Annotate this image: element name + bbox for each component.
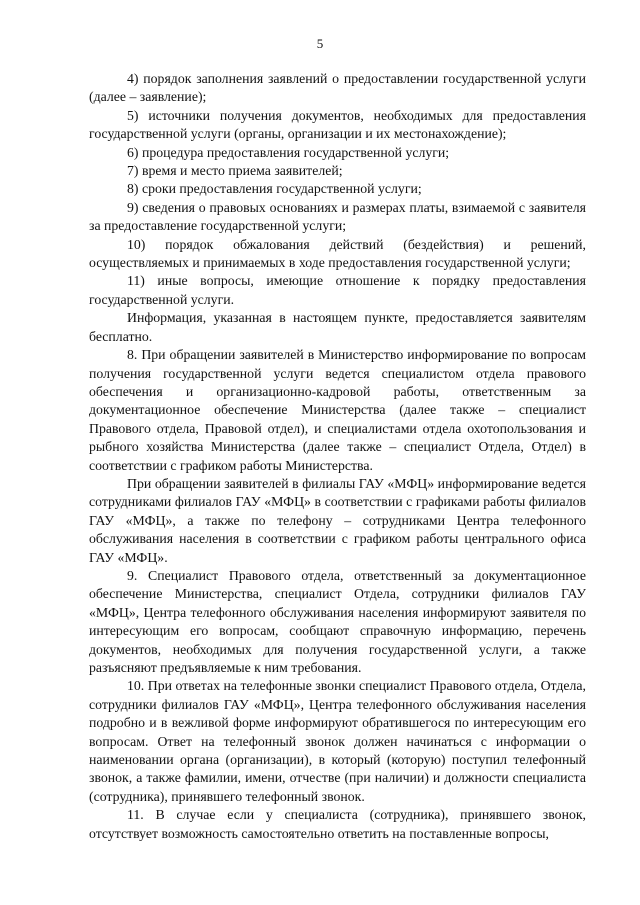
paragraph-info-free: Информация, указанная в настоящем пункте, предоставляется заявителям бесплатно. xyxy=(89,310,586,344)
paragraph-item-11: 11) иные вопросы, имеющие отношение к порядку предоставления государственной услуги. xyxy=(89,273,586,307)
paragraph-item-4: 4) порядок заполнения заявлений о предоставлении государственной услуги (далее – заявление); xyxy=(89,71,586,105)
paragraph-item-8: 8) сроки предоставления государственной услуги; xyxy=(127,181,422,197)
paragraph-clause-11: 11. В случае если у специалиста (сотрудника), принявшего звонок, отсутствует возможность самостоятельно ответить на поставленные вопросы, xyxy=(89,807,586,841)
paragraph-mfc-branches: При обращении заявителей в филиалы ГАУ «МФЦ» информирование ведется сотрудниками филиалов ГАУ «МФЦ» в соответствии с графиками работы филиалов ГАУ «МФЦ», а также по телефону – сотрудниками Центра телефонного обслуживания населения в соответствии с графиком работы центрального офиса ГАУ «МФЦ». xyxy=(89,475,586,565)
paragraph-item-7: 7) время и место приема заявителей; xyxy=(127,163,343,179)
paragraph-clause-9: 9. Специалист Правового отдела, ответственный за документационное обеспечение Министерства, специалист Отдела, сотрудники филиалов ГАУ «МФЦ», Центра телефонного обслуживания населения информируют заявителя по интересующим его вопросам, сообщают справочную информацию, перечень документов, необходимых для получения государственной услуги, а также разъясняют предъявляемые к ним требования. xyxy=(89,567,586,675)
page-number: 5 xyxy=(316,36,324,51)
document-body xyxy=(89,70,586,843)
paragraph-clause-10: 10. При ответах на телефонные звонки специалист Правового отдела, Отдела, сотрудники филиалов ГАУ «МФЦ», Центра телефонного обслуживания населения подробно и в вежливой форме информируют обратившегося по интересующим его вопросам. Ответ на телефонный звонок должен начинаться с информации о наименовании органа (организации), в который (которую) поступил телефонный звонок, а также фамилии, имени, отчестве (при наличии) и должности специалиста (сотрудника), принявшего телефонный звонок. xyxy=(89,678,586,804)
paragraph-clause-8: 8. При обращении заявителей в Министерство информирование по вопросам получения государственной услуги ведется специалистом отдела правового обеспечения и организационно-кадровой работы, ответственным за документационное обеспечение Министерства (далее также – специалист Правового отдела, Правовой отдел), и специалистами отдела охотопользования и рыбного хозяйства Министерства (далее также – специалист Отдела, Отдел) в соответствии с графиком работы Министерства. xyxy=(89,347,586,473)
paragraph-item-10: 10) порядок обжалования действий (бездействия) и решений, осуществляемых и принимаемых в ходе предоставления государственной услуги; xyxy=(89,236,586,271)
paragraph-item-5: 5) источники получения документов, необходимых для предоставления государственной услуги (органы, организации и их местонахождение); xyxy=(89,107,586,142)
paragraph-item-9: 9) сведения о правовых основаниях и размерах платы, взимаемой с заявителя за предоставление государственной услуги; xyxy=(89,199,586,234)
paragraph-item-6: 6) процедура предоставления государственной услуги; xyxy=(127,144,450,160)
